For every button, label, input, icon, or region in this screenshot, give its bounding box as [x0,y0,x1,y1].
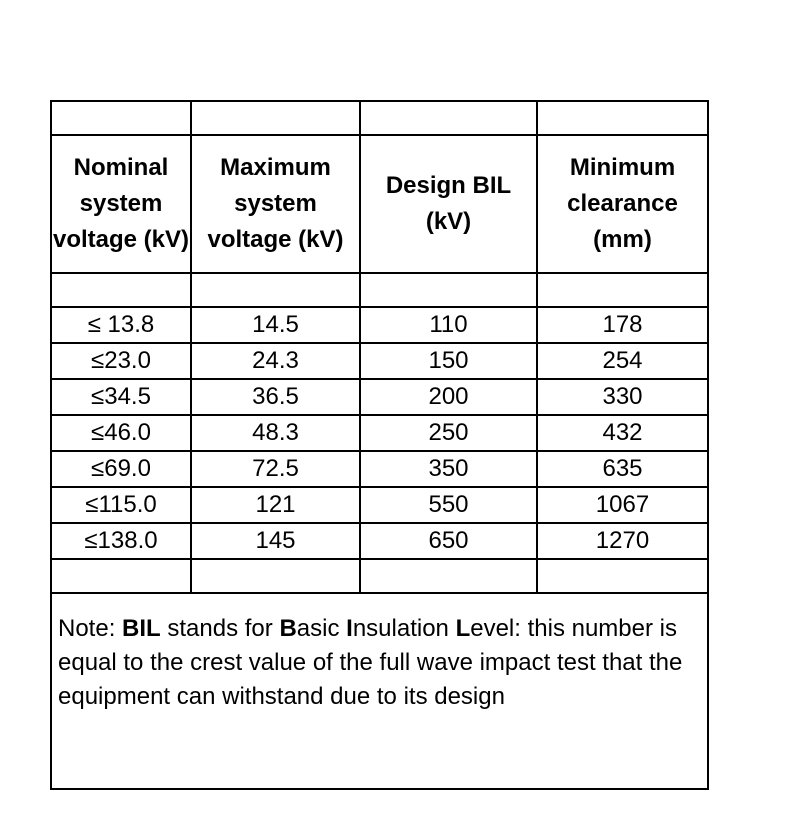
blank-row-bottom [51,559,708,593]
cell-nominal: ≤115.0 [51,487,191,523]
table-row [51,523,708,559]
table-row [51,307,708,343]
cell-bil: 110 [360,307,537,343]
table-row [51,487,708,523]
cell-bil: 200 [360,379,537,415]
cell-nominal: ≤23.0 [51,343,191,379]
cell-bil: 350 [360,451,537,487]
table-row [51,379,708,415]
cell-nominal: ≤34.5 [51,379,191,415]
header-nominal-voltage: Nominal system voltage (kV) [51,135,191,273]
note-initial-l: L [455,615,471,642]
note-word-asic: asic [296,615,347,642]
table-row [51,451,708,487]
cell-bil: 250 [360,415,537,451]
note-cell [51,593,708,789]
bil-clearance-table [50,100,709,790]
note-term: BIL [122,615,161,642]
cell-clearance: 432 [537,415,708,451]
cell-maximum: 145 [191,523,360,559]
cell-clearance: 178 [537,307,708,343]
header-minimum-clearance: Minimum clearance (mm) [537,135,708,273]
cell-nominal: ≤69.0 [51,451,191,487]
cell-maximum: 72.5 [191,451,360,487]
note-initial-b: B [279,615,297,642]
cell-bil: 550 [360,487,537,523]
header-row [51,135,708,273]
note-row [51,593,708,789]
header-design-bil: Design BIL (kV) [360,135,537,273]
cell-maximum: 48.3 [191,415,360,451]
blank-row-mid [51,273,708,307]
blank-row-top [51,101,708,135]
header-maximum-voltage: Maximum system voltage (kV) [191,135,360,273]
cell-bil: 650 [360,523,537,559]
cell-clearance: 254 [537,343,708,379]
cell-nominal: ≤ 13.8 [51,307,191,343]
cell-maximum: 121 [191,487,360,523]
cell-clearance: 635 [537,451,708,487]
cell-nominal: ≤46.0 [51,415,191,451]
table-row [51,343,708,379]
cell-clearance: 1270 [537,523,708,559]
note-prefix: Note: [58,615,123,642]
cell-clearance: 1067 [537,487,708,523]
note-rest: evel: this number is equal to the crest value of the full wave impact test that the equipment can withstand due to its design [58,615,683,710]
cell-maximum: 36.5 [191,379,360,415]
cell-maximum: 24.3 [191,343,360,379]
note-word-nsulation: nsulation [352,615,456,642]
cell-bil: 150 [360,343,537,379]
cell-nominal: ≤138.0 [51,523,191,559]
cell-clearance: 330 [537,379,708,415]
cell-maximum: 14.5 [191,307,360,343]
note-mid: stands for [160,615,280,642]
table-row [51,415,708,451]
note-initial-i: I [346,615,353,642]
